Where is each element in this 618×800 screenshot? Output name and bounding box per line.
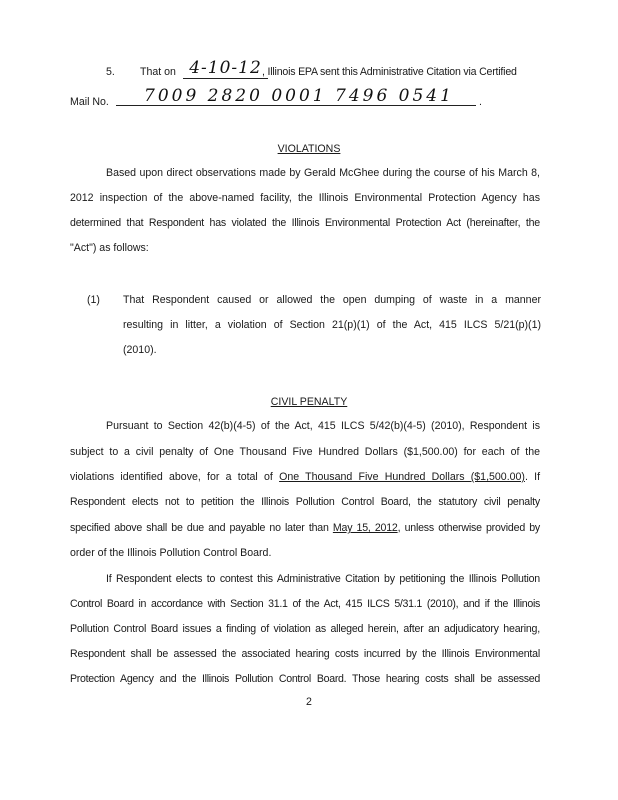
handwritten-mail-number: 7009 2820 0001 7496 0541: [144, 86, 454, 106]
violations-para-line: "Act") as follows:: [70, 242, 149, 254]
violation-item-line: resulting in litter, a violation of Section 21(p)(1) of the Act, 415 ILCS 5/21(p)(1): [123, 319, 541, 331]
mail-end-period: .: [479, 96, 482, 108]
item5-suffix: , Illinois EPA sent this Administrative Citation via Certified: [262, 66, 517, 78]
penalty-para-line: [70, 471, 540, 483]
item5-date-blank: [183, 58, 268, 79]
contest-para-line: Respondent shall be assessed the associated hearing costs incurred by the Illinois Environmental: [70, 648, 540, 660]
violations-para-line: determined that Respondent has violated the Illinois Environmental Protection Act (hereinafter, the: [70, 217, 540, 229]
violations-para-line: Based upon direct observations made by Gerald McGhee during the course of his March 8,: [106, 167, 540, 179]
penalty-total-amount: One Thousand Five Hundred Dollars ($1,500.00): [279, 471, 525, 483]
penalty-text: , unless otherwise provided by: [397, 522, 541, 534]
penalty-para-line: [70, 522, 540, 534]
penalty-para-line: Respondent elects not to petition the Illinois Pollution Control Board, the statutory civil penalty: [70, 496, 540, 508]
penalty-text: . If: [524, 471, 541, 483]
penalty-para-line: order of the Illinois Pollution Control Board.: [70, 547, 272, 559]
penalty-para-line: subject to a civil penalty of One Thousand Five Hundred Dollars ($1,500.00) for each of the: [70, 446, 540, 458]
item5-number: 5.: [106, 66, 115, 78]
mail-label: Mail No.: [70, 96, 109, 108]
violation-item-line: That Respondent caused or allowed the open dumping of waste in a manner: [123, 294, 541, 306]
civil-penalty-heading: CIVIL PENALTY: [270, 396, 348, 408]
penalty-text: specified above shall be due and payable no later than: [70, 522, 329, 534]
penalty-text: violations identified above, for a total of: [70, 471, 273, 483]
contest-para-line: Protection Agency and the Illinois Pollution Control Board. Those hearing costs shall be assessed: [70, 673, 540, 685]
page-number: 2: [306, 696, 312, 708]
item5-prefix: That on: [140, 66, 176, 78]
contest-para-line: Pollution Control Board issues a finding of violation as alleged herein, after an adjudicatory hearing,: [70, 623, 540, 635]
penalty-para-line: Pursuant to Section 42(b)(4-5) of the Act, 415 ILCS 5/42(b)(4-5) (2010), Respondent is: [106, 420, 540, 432]
violations-heading: VIOLATIONS: [277, 143, 341, 155]
handwritten-date: 4-10-12: [189, 58, 262, 78]
contest-para-line: Control Board in accordance with Section 31.1 of the Act, 415 ILCS 5/31.1 (2010), and if the Illinois: [70, 598, 540, 610]
violation-item-number: (1): [87, 294, 100, 306]
contest-para-line: If Respondent elects to contest this Administrative Citation by petitioning the Illinois Pollution: [106, 573, 540, 585]
violations-para-line: 2012 inspection of the above-named facility, the Illinois Environmental Protection Agency has: [70, 192, 540, 204]
penalty-due-date: May 15, 2012: [332, 522, 398, 534]
mail-number-blank: [116, 86, 476, 106]
violation-item-line: (2010).: [123, 344, 157, 356]
